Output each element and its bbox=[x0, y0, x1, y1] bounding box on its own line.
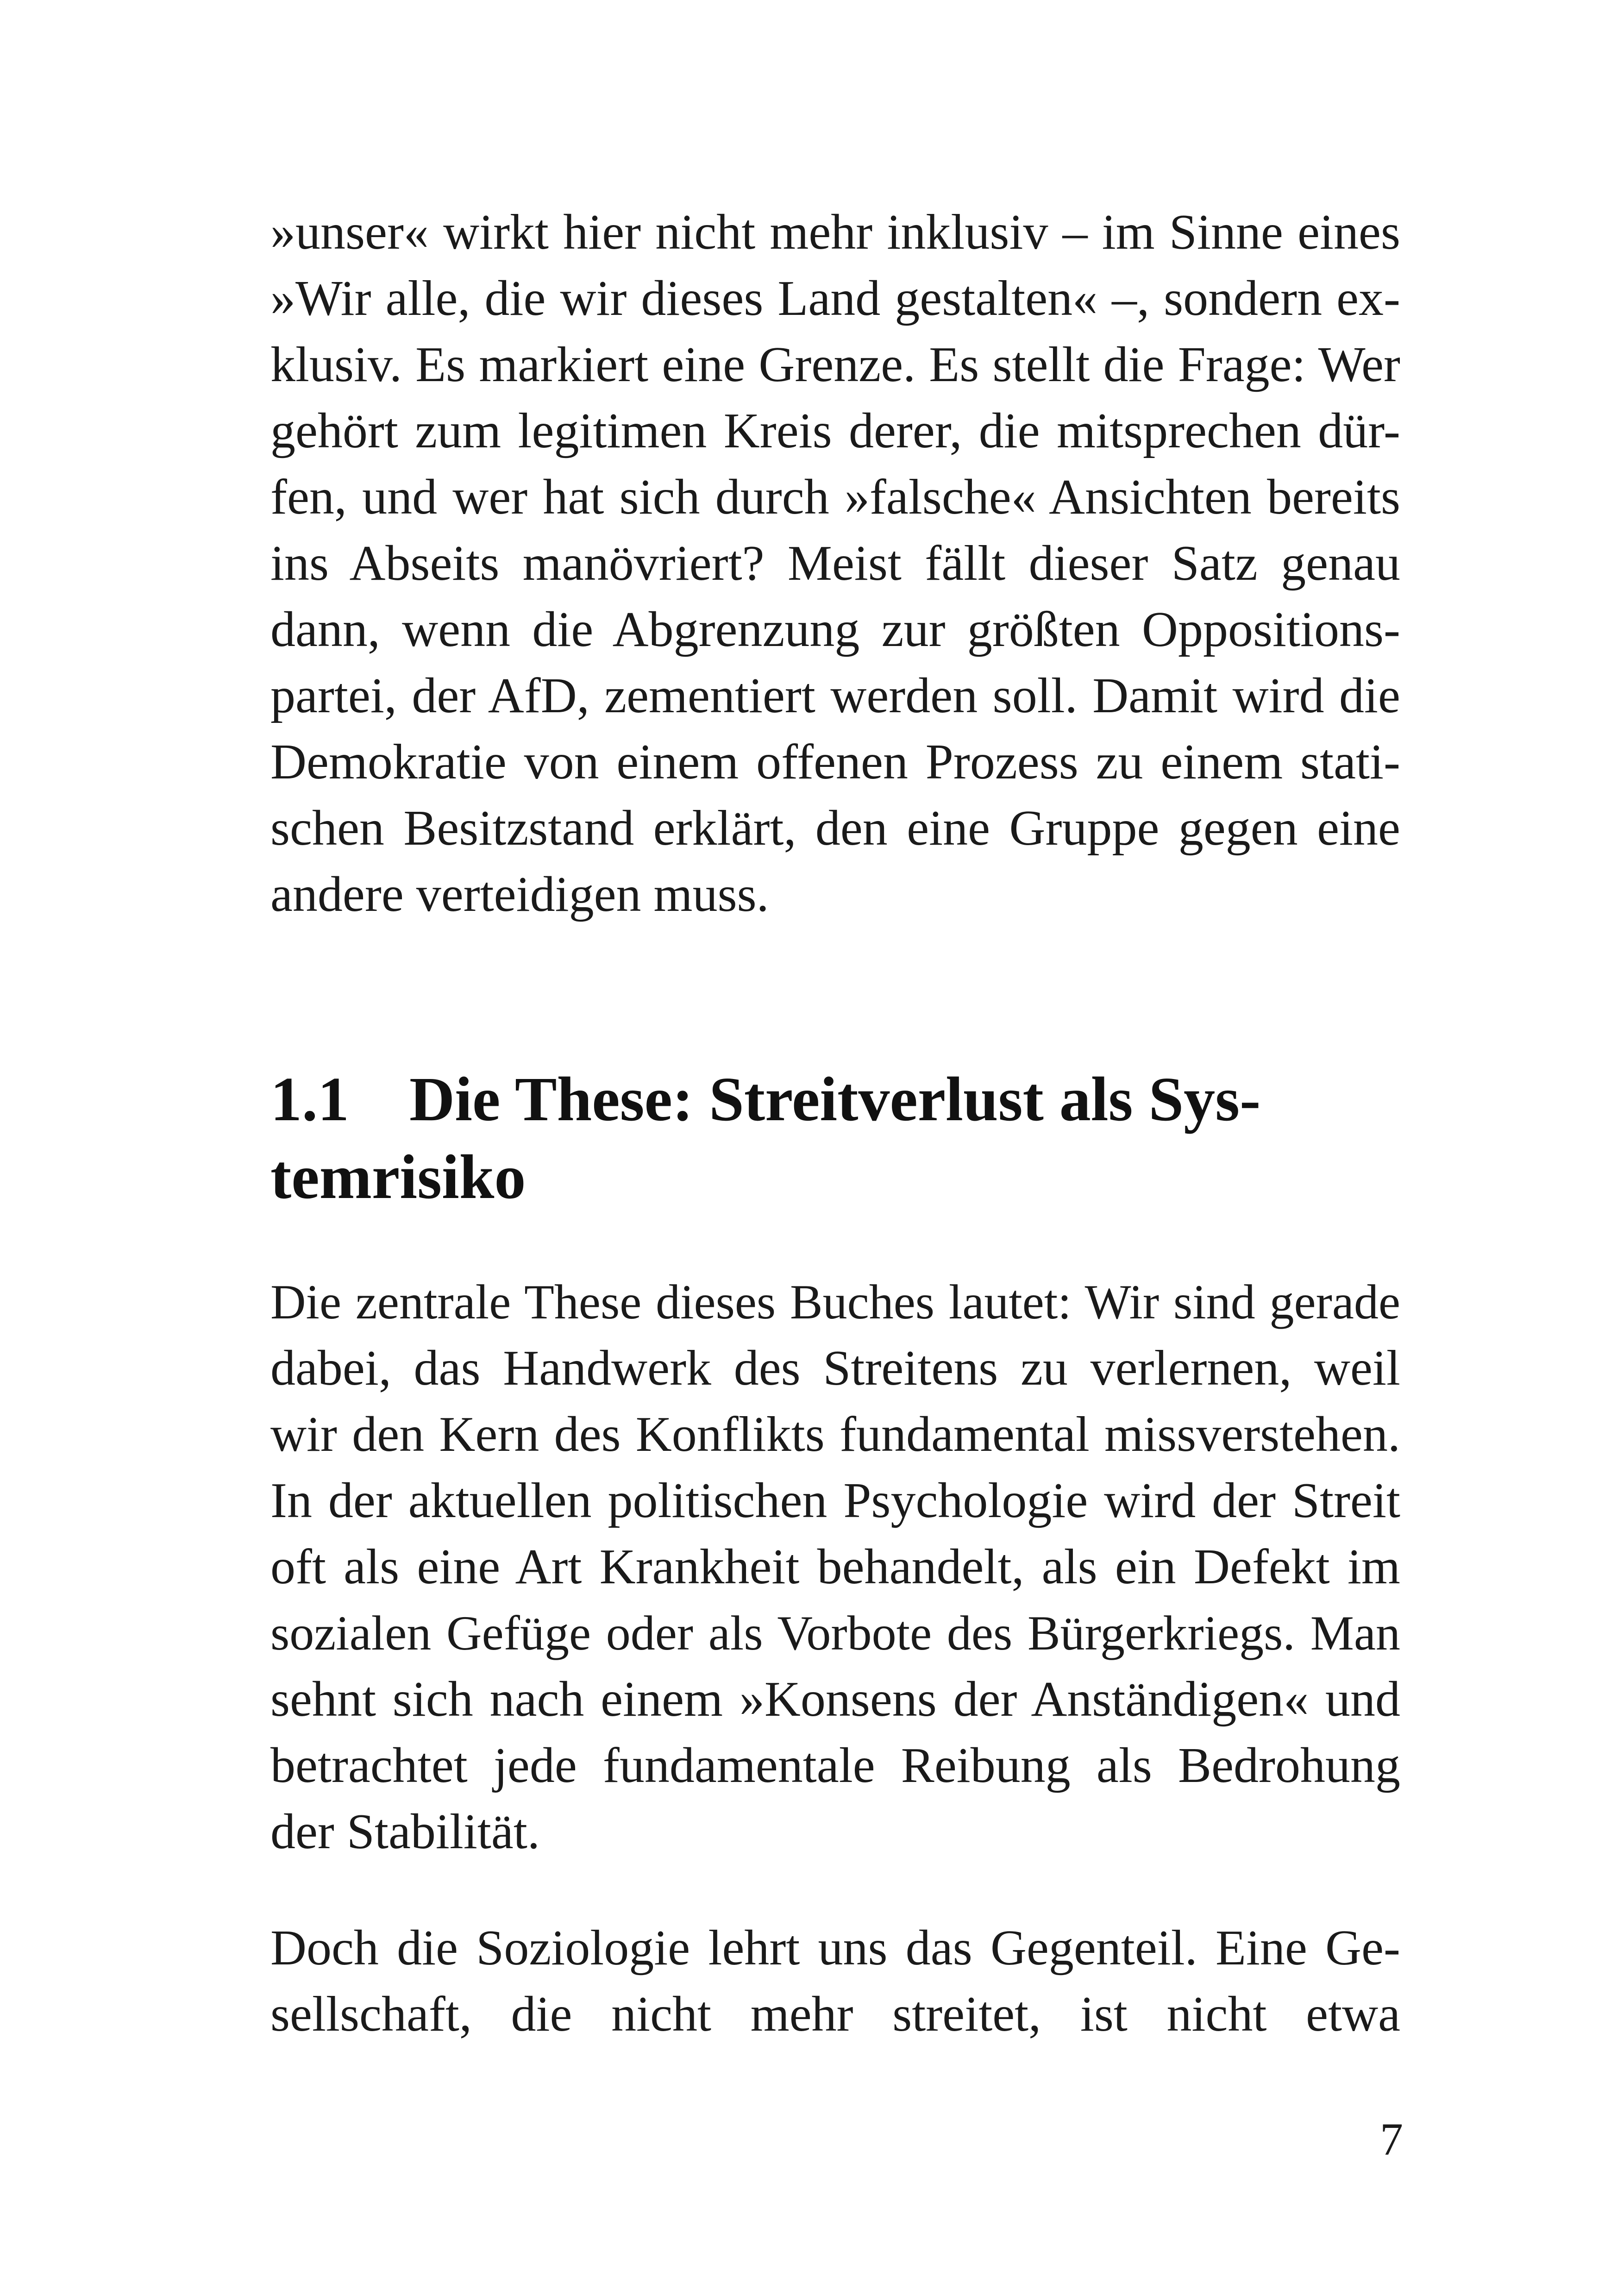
paragraph-2 bbox=[270, 1269, 1400, 1865]
text-line: fen, und wer hat sich durch »falsche« Ansichten bereits bbox=[270, 470, 1400, 525]
text-line: der Stabilität. bbox=[270, 1804, 540, 1859]
text-line: schen Besitzstand erklärt, den eine Gruppe gegen eine bbox=[270, 801, 1400, 856]
text-line: Die zentrale These dieses Buches lautet: Wir sind gerade bbox=[270, 1275, 1400, 1329]
text-line: gehört zum legitimen Kreis derer, die mitsprechen dür- bbox=[270, 403, 1400, 458]
text-line: sellschaft, die nicht mehr streitet, ist nicht etwa bbox=[270, 1987, 1400, 2042]
paragraph-3 bbox=[270, 1915, 1400, 2047]
text-line: »Wir alle, die wir dieses Land gestalten« –, sondern ex- bbox=[270, 271, 1400, 326]
section-number: 1.1 bbox=[270, 1065, 349, 1134]
text-line: sozialen Gefüge oder als Vorbote des Bürgerkriegs. Man bbox=[270, 1606, 1400, 1660]
text-line: dann, wenn die Abgrenzung zur größten Oppositions- bbox=[270, 602, 1400, 657]
text-line: partei, der AfD, zementiert werden soll. Damit wird die bbox=[270, 668, 1400, 723]
text-line: dabei, das Handwerk des Streitens zu verlernen, weil bbox=[270, 1341, 1400, 1396]
text-line: sehnt sich nach einem »Konsens der Anständigen« und bbox=[270, 1672, 1400, 1727]
text-line: wir den Kern des Konflikts fundamental missverstehen. bbox=[270, 1407, 1400, 1462]
paragraph-1 bbox=[270, 199, 1400, 928]
text-line: klusiv. Es markiert eine Grenze. Es stellt die Frage: Wer bbox=[270, 337, 1400, 392]
text-line: »unser« wirkt hier nicht mehr inklusiv – im Sinne eines bbox=[270, 205, 1400, 260]
section-title-part-1: Die These: Streitverlust als Sys- bbox=[409, 1065, 1261, 1134]
text-line: oft als eine Art Krankheit behandelt, als ein Defekt im bbox=[270, 1539, 1400, 1594]
text-line: ins Abseits manövriert? Meist fällt dieser Satz genau bbox=[270, 536, 1400, 591]
section-heading bbox=[270, 1060, 1400, 1216]
text-line: Demokratie von einem offenen Prozess zu einem stati- bbox=[270, 734, 1400, 790]
text-line: andere verteidigen muss. bbox=[270, 867, 769, 922]
section-heading-line-1 bbox=[270, 1060, 1400, 1138]
text-line: In der aktuellen politischen Psychologie wird der Streit bbox=[270, 1473, 1400, 1528]
text-line: Doch die Soziologie lehrt uns das Gegenteil. Eine Ge- bbox=[270, 1920, 1400, 1976]
text-line: betrachtet jede fundamentale Reibung als Bedrohung bbox=[270, 1738, 1400, 1793]
section-title-part-2: temrisiko bbox=[270, 1142, 526, 1212]
page-number: 7 bbox=[1380, 2114, 1403, 2165]
